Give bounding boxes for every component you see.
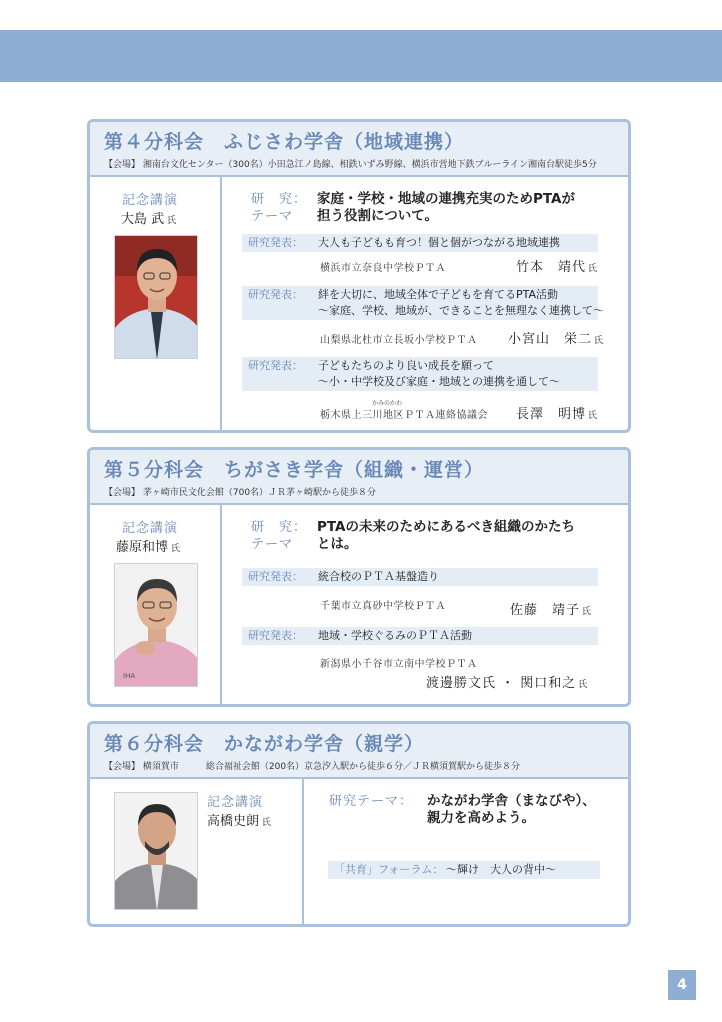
speaker-photo [114,563,198,687]
theme-text-line1: 家庭・学校・地域の連携充実のためPTAが [317,191,576,207]
presenter-name [508,328,604,347]
forum-bar [328,861,600,879]
presenter-school: 千葉市立真砂中学校ＰＴＡ [320,601,446,612]
photo-credit: IHA [123,672,136,680]
speaker-name [116,536,180,555]
session-5-body [90,505,628,704]
presentation-label: 研究発表： [248,629,303,642]
speaker-portrait-image [115,564,198,687]
presentations-column [220,505,631,704]
speaker-name [121,208,176,227]
speaker-honorific: 氏 [167,216,177,226]
presenter-school: 山梨県北杜市立長坂小学校ＰＴＡ [320,335,478,346]
session-6-venue: 【会場】 横須賀市 総合福祉会館（200名）京急汐入駅から徒歩６分／ＪＲ横須賀駅から徒歩８分 [104,762,521,772]
speaker-name-text: 高橋史朗 [207,814,260,829]
session-6-body [90,779,628,924]
session-4-body [90,177,628,430]
presenter-name [510,599,592,618]
presentations-column [220,177,631,430]
forum-label: 「共育」フォーラム： [334,863,444,876]
page-number: 4 [668,970,696,1000]
presentation-label: 研究発表： [248,288,303,301]
theme-label-line2: テーマ [251,209,294,224]
presentation-title: 絆を大切に、地域全体で子どもを育てるPTA活動 [318,288,559,301]
speaker-honorific: 氏 [171,544,181,554]
presenter-honorific: 氏 [594,336,605,346]
presenter-school: 横浜市立奈良中学校ＰＴＡ [320,263,446,274]
theme-text-line1: かながわ学舎（まなびや）、 [427,793,596,809]
session-5-panel [87,447,631,707]
presentation-subtitle: ～小・中学校及び家庭・地域との連携を通して～ [318,375,560,388]
theme-text-line1: PTAの未来のためにあるべき組織のかたち [317,519,576,535]
session-4-title: 第４分科会 ふじさわ学舎（地域連携） [104,131,465,153]
presenter-name [426,672,588,691]
theme-text-line2: 担う役割について。 [317,208,438,224]
presentation-bar [242,234,598,252]
presenter-honorific: 氏 [588,411,599,421]
speaker-portrait-image [115,236,198,359]
speaker-portrait-image [115,793,198,910]
theme-label: 研究テーマ： [329,794,414,809]
presentation-label: 研究発表： [248,570,303,583]
session-5-title: 第５分科会 ちがさき学舎（組織・運営） [104,459,485,481]
presentation-bar [242,568,598,586]
presenter-name-text: 小宮山 栄二 [508,332,593,347]
speaker-name [207,810,271,829]
session-6-divider [302,779,304,924]
lecture-label: 記念講演 [207,795,264,810]
speaker-photo [114,792,198,910]
presenter-name-text: 佐藤 靖子 [510,603,581,618]
session-4-header [90,122,628,177]
forum-title: ～輝け 大人の背中～ [446,863,556,876]
presenter-name [516,403,598,422]
session-4-venue: 【会場】 湘南台文化センター（300名）小田急江ノ島線、相鉄いずみ野線、横浜市営地下鉄ブルーライン湘南台駅徒歩5分 [104,160,597,170]
presenter-honorific: 氏 [578,680,589,690]
presenter-name [516,256,598,275]
theme-label-line2: テーマ [251,537,294,552]
presentation-title: 大人も子どもも育つ！個と個がつながる地域連携 [318,236,560,249]
lecture-label: 記念講演 [122,193,179,208]
session-6-title: 第６分科会 かながわ学舎（親学） [104,733,425,755]
presenter-name-text: 長澤 明博 [516,407,587,422]
presenter-honorific: 氏 [582,607,593,617]
session-4-panel [87,119,631,433]
presentation-title: 統合校のＰＴＡ基盤造り [318,570,439,583]
speaker-honorific: 氏 [262,818,272,828]
presenter-school: 新潟県小千谷市立南中学校ＰＴＡ [320,659,478,670]
presentation-bar [242,627,598,645]
lecture-label: 記念講演 [122,521,179,536]
session-6-header [90,724,628,779]
presentation-title: 子どもたちのより良い成長を願って [318,359,494,372]
theme-text [427,793,596,827]
presenter-school: 栃木県上三川地区ＰＴＡ連絡協議会 [320,410,488,421]
school-ruby: かみのかわ [372,400,403,407]
theme-label-line1: 研 究： [251,192,308,207]
speaker-name-text: 大島 武 [121,212,165,227]
speaker-photo [114,235,198,359]
session-6-panel [87,721,631,927]
theme-text-line2: 親力を高めよう。 [427,810,535,826]
presentation-label: 研究発表： [248,359,303,372]
presentation-subtitle: ～家庭、学校、地域が、できることを無理なく連携して～ [318,304,604,317]
presentation-title: 地域・学校ぐるみのＰＴＡ活動 [318,629,472,642]
session-5-venue: 【会場】 茅ヶ崎市民文化会館（700名）ＪＲ茅ヶ崎駅から徒歩８分 [104,488,377,498]
session-5-header [90,450,628,505]
presentation-label: 研究発表： [248,236,303,249]
presenter-name-text: 竹本 靖代 [516,260,587,275]
presenter-honorific: 氏 [588,264,599,274]
top-color-band [0,30,722,82]
theme-label-line1: 研 究： [251,520,308,535]
presenter-name-text: 渡邊勝文氏 ・ 関口和之 [426,676,577,691]
theme-text-line2: とは。 [317,536,358,552]
speaker-name-text: 藤原和博 [116,540,169,555]
